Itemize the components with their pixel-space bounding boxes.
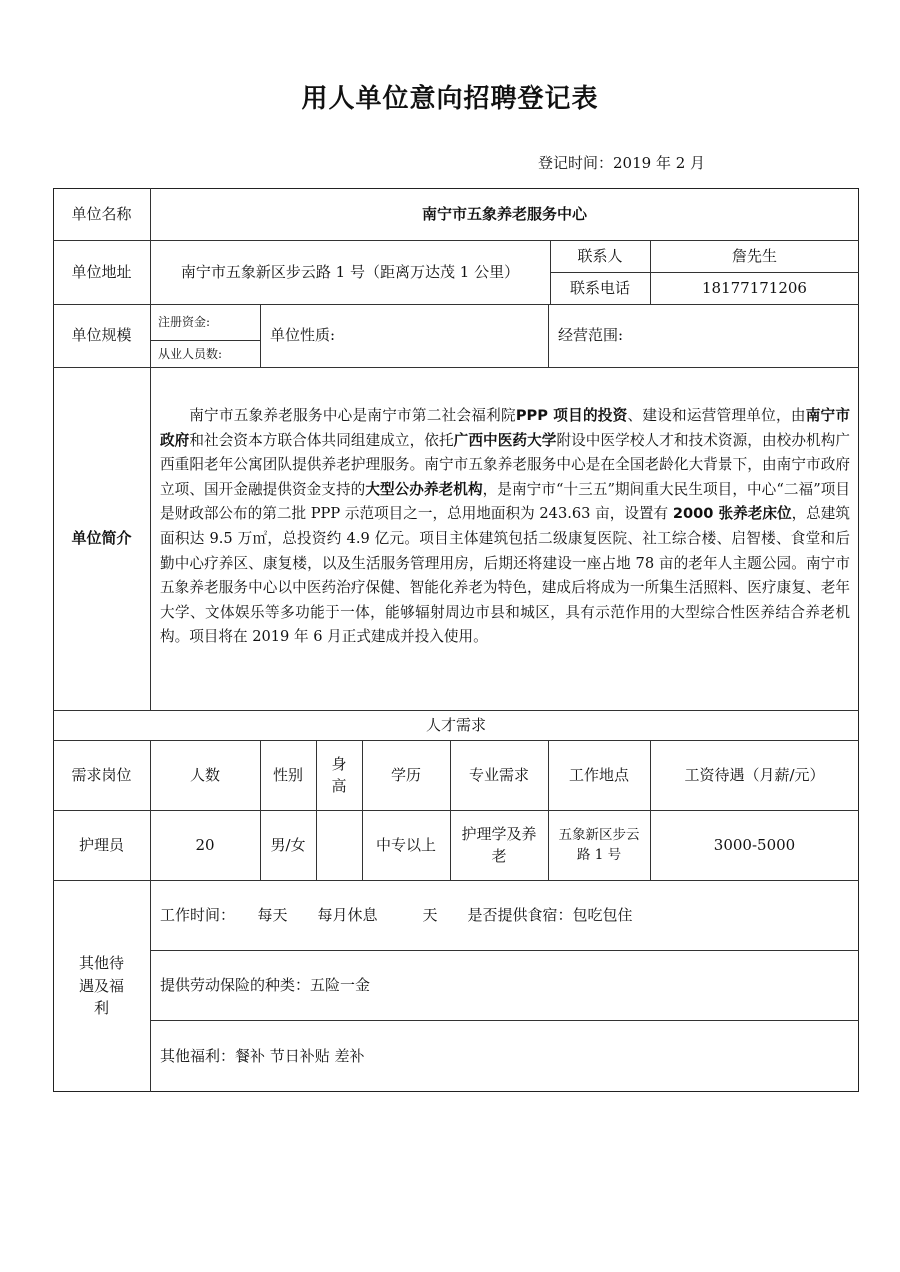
registration-date: 登记时间：2019 年 2 月 bbox=[538, 154, 706, 172]
contact-label: 联系人 bbox=[577, 246, 623, 265]
unit-nature-label: 单位性质: bbox=[270, 326, 336, 345]
benefits-label: 其他待遇及福利 bbox=[78, 954, 124, 1018]
header-count: 人数 bbox=[189, 765, 220, 784]
job-salary: 3000-5000 bbox=[713, 835, 796, 854]
header-education: 学历 bbox=[390, 765, 421, 784]
phone-label: 联系电话 bbox=[569, 278, 630, 297]
unit-scale-label: 单位规模 bbox=[71, 326, 132, 345]
header-location: 工作地点 bbox=[568, 765, 629, 784]
job-count: 20 bbox=[195, 835, 215, 854]
business-scope-label: 经营范围: bbox=[558, 326, 624, 345]
form-title: 用人单位意向招聘登记表 bbox=[301, 84, 599, 114]
phone-value: 18177171206 bbox=[702, 278, 807, 297]
insurance-row: 提供劳动保险的种类：五险一金 bbox=[160, 975, 371, 994]
other-benefits-row: 其他福利：餐补 节日补贴 差补 bbox=[160, 1046, 365, 1065]
work-time-row: 工作时间： 每天 每月休息 天 是否提供食宿：包吃包住 bbox=[160, 905, 633, 924]
registered-capital-label: 注册资金: bbox=[158, 315, 211, 329]
job-height bbox=[316, 810, 362, 880]
unit-intro-label: 单位简介 bbox=[71, 529, 132, 548]
job-position: 护理员 bbox=[78, 835, 124, 854]
talent-section-label: 人才需求 bbox=[425, 715, 486, 734]
header-major: 专业需求 bbox=[468, 765, 529, 784]
staff-count-label: 从业人员数: bbox=[158, 346, 223, 361]
job-major: 护理学及养老 bbox=[461, 824, 537, 865]
row-divider bbox=[53, 367, 859, 368]
header-salary: 工资待遇（月薪/元） bbox=[684, 765, 825, 784]
unit-intro-text: 南宁市五象养老服务中心是南宁市第二社会福利院PPP 项目的投资、建设和运营管理单位，由南宁市政府和社会资本方联合体共同组建成立，依托广西中医药大学附设中医学校人才和技术资源，由校办机构广西重阳老年公寓团队提供养老护理服务。南宁市五象养老服务中心是在全国老龄化大背景下，由南宁市政府立项、国开金融提供资金支持的大型公办养老机构，是南宁市“十三五”期间重大民生项目，中心“二福”项目是财政部公布的第二批 PPP 示范项目之一，总用地面积为 243.63 亩，设置有 2000 张养老床位，总建筑面积达 9.5 万㎡，总投资约 4.9 亿元。项目主体建筑包括二级康复医院、社工综合楼、启智楼、食堂和后勤中心疗养区、康复楼，以及生活服务管理用房，后期还将建设一座占地 78 亩的老年人主题公园。南宁市五象养老服务中心以中医药治疗保健、智能化养老为特色，建成后将成为一所集生活照料、医疗康复、老年大学、文体娱乐等多功能于一体，能够辐射周边市县和城区，具有示范作用的大型综合性医养结合养老机构。项目将在 2019 年 6 月正式建成并投入使用。 bbox=[160, 407, 850, 646]
contact-value: 詹先生 bbox=[731, 246, 777, 265]
unit-address-label: 单位地址 bbox=[71, 262, 132, 281]
header-gender: 性别 bbox=[272, 765, 303, 784]
header-position: 需求岗位 bbox=[71, 765, 132, 784]
job-education: 中专以上 bbox=[375, 835, 436, 854]
header-height: 身高 bbox=[331, 754, 347, 795]
unit-name-value: 南宁市五象养老服务中心 bbox=[421, 204, 587, 223]
unit-name-label: 单位名称 bbox=[71, 204, 132, 223]
job-location: 五象新区步云路 1 号 bbox=[558, 826, 640, 863]
unit-address-value: 南宁市五象新区步云路 1 号（距离万达茂 1 公里） bbox=[180, 262, 520, 281]
job-gender: 男/女 bbox=[270, 835, 306, 854]
